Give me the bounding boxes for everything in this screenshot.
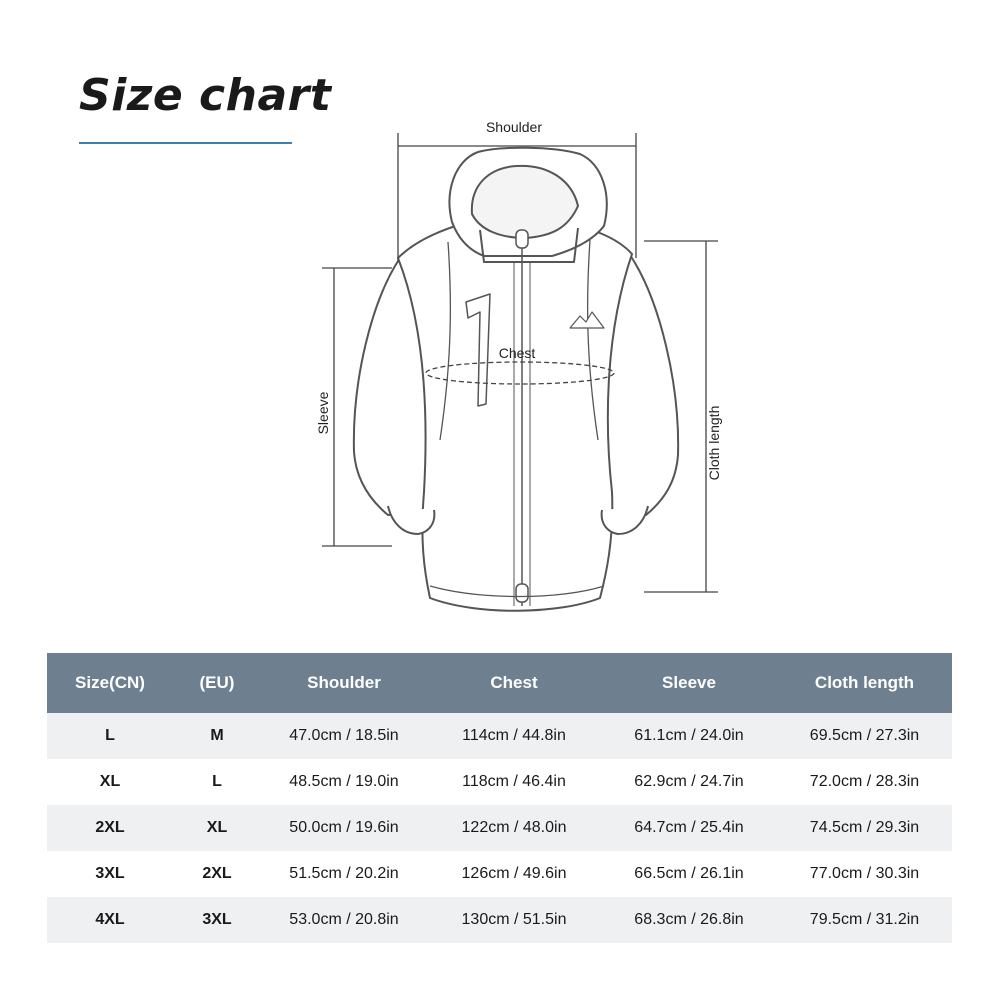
cell-size-eu: 3XL <box>173 897 261 943</box>
cell-size-eu: 2XL <box>202 865 232 882</box>
page-title: Size chart <box>79 70 332 121</box>
table-row <box>47 805 952 851</box>
cell-size-cn: XL <box>99 773 121 790</box>
cell-size-eu: L <box>212 773 222 790</box>
cell-shoulder: 47.0cm / 18.5in <box>261 713 427 759</box>
table-row <box>47 759 952 805</box>
size-table <box>47 653 952 943</box>
cell-sleeve: 66.5cm / 26.1in <box>634 865 744 882</box>
cloth-length-measure-label: Cloth length <box>706 405 722 481</box>
cell-cloth-length: 72.0cm / 28.3in <box>809 773 920 790</box>
jacket-illustration <box>354 148 678 611</box>
cell-sleeve: 64.7cm / 25.4in <box>601 805 777 851</box>
cell-shoulder: 48.5cm / 19.0in <box>289 773 399 790</box>
header-shoulder: Shoulder <box>261 653 427 713</box>
header-size-cn: Size(CN) <box>47 653 173 713</box>
sleeve-measure-label: Sleeve <box>315 391 331 435</box>
cell-cloth-length: 79.5cm / 31.2in <box>777 897 952 943</box>
cell-chest: 122cm / 48.0in <box>427 805 601 851</box>
cell-chest: 114cm / 44.8in <box>427 713 601 759</box>
header-sleeve: Sleeve <box>601 653 777 713</box>
cell-sleeve: 62.9cm / 24.7in <box>634 773 744 790</box>
cell-shoulder: 53.0cm / 20.8in <box>261 897 427 943</box>
cell-cloth-length: 74.5cm / 29.3in <box>777 805 952 851</box>
header-cloth-length: Cloth length <box>777 653 952 713</box>
cell-chest: 126cm / 49.6in <box>461 865 567 882</box>
table-header-row <box>47 653 952 713</box>
cell-size-cn: L <box>47 713 173 759</box>
table-row <box>47 713 952 759</box>
cell-chest: 130cm / 51.5in <box>427 897 601 943</box>
cell-size-cn: 2XL <box>47 805 173 851</box>
cell-shoulder: 51.5cm / 20.2in <box>289 865 399 882</box>
table-row <box>47 851 952 897</box>
cell-size-cn: 3XL <box>95 865 125 882</box>
cell-sleeve: 61.1cm / 24.0in <box>601 713 777 759</box>
header-chest: Chest <box>427 653 601 713</box>
header-size-eu: (EU) <box>173 653 261 713</box>
cell-size-cn: 4XL <box>47 897 173 943</box>
cell-size-eu: XL <box>173 805 261 851</box>
cell-chest: 118cm / 46.4in <box>462 773 566 790</box>
table-row <box>47 897 952 943</box>
cell-size-eu: M <box>173 713 261 759</box>
chest-measure-label: Chest <box>498 345 536 361</box>
shoulder-measure-label: Shoulder <box>485 119 543 135</box>
cell-shoulder: 50.0cm / 19.6in <box>261 805 427 851</box>
cell-sleeve: 68.3cm / 26.8in <box>601 897 777 943</box>
cell-cloth-length: 69.5cm / 27.3in <box>777 713 952 759</box>
cell-cloth-length: 77.0cm / 30.3in <box>809 865 920 882</box>
